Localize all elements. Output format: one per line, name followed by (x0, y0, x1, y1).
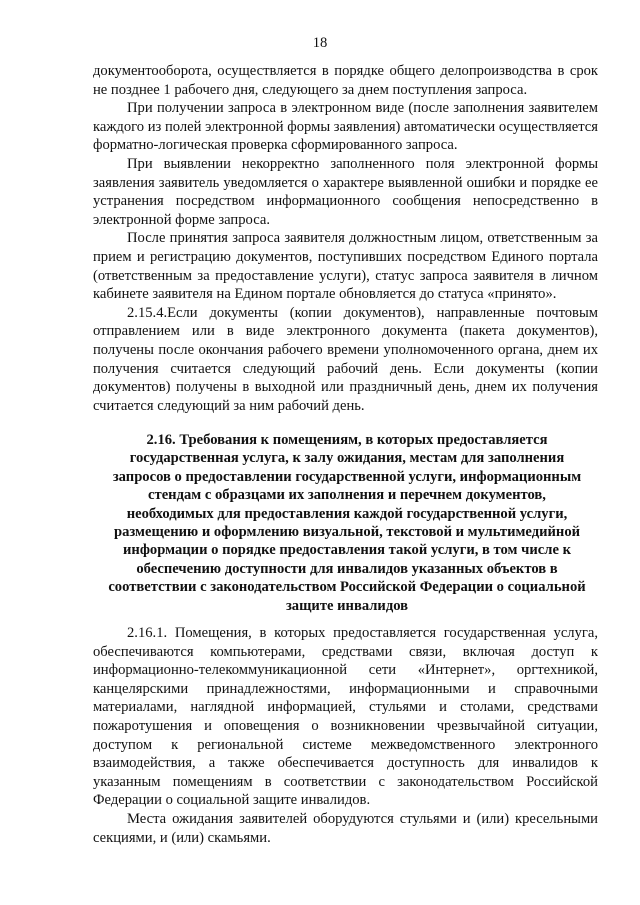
paragraph-waiting-places: Места ожидания заявителей оборудуются стульями и (или) кресельными секциями, и (или) скамьями. (93, 810, 598, 846)
page-number: 18 (312, 35, 328, 51)
paragraph-continuation: документооборота, осуществляется в порядке общего делопроизводства в срок не позднее 1 рабочего дня, следующего за днем поступления запроса. (93, 63, 598, 98)
section-heading-2-16: 2.16. Требования к помещениям, в которых предоставляется государственная услуга, к залу ожидания, местам для заполнения запросов о предоставлении государственной услуги, информационным стендам с образцами их заполнения и перечнем документов, необходимых для предоставления каждой государственной услуги, размещению и оформлению визуальной, текстовой и мультимедийной информации о порядке предоставления такой услуги, в том числе к обеспечению доступности для инвалидов указанных объектов в соответствии с законодательством Российской Федерации о социальной защите инвалидов (108, 432, 586, 614)
paragraph-2-16-1: 2.16.1. Помещения, в которых предоставляется государственная услуга, обеспечиваются компьютерами, средствами связи, включая доступ к информационно-телекоммуникационной сети «Интернет», оргтехникой, канцелярскими принадлежностями, информационными и справочными материалами, наглядной информацией, стульями и столами, средствами пожаротушения и оповещения о возникновении чрезвычайной ситуации, доступом к региональной системе межведомственного электронного взаимодействия, а также обеспечивается доступность для инвалидов к указанным помещениям в соответствии с законодательством Российской Федерации о социальной защите инвалидов. (93, 625, 598, 809)
paragraph-form-error: При выявлении некорректно заполненного поля электронной формы заявления заявитель уведомляется о характере выявленной ошибки и порядке ее устранения посредством информационного сообщения непосредственно в электронной форме запроса. (93, 155, 598, 228)
body-text-top (93, 62, 598, 415)
body-text-bottom (93, 624, 598, 847)
paragraph-2-15-4: 2.15.4.Если документы (копии документов), направленные почтовым отправлением или в виде электронного документа (пакета документов), получены после окончания рабочего времени уполномоченного органа, днем их получения считается следующий рабочий день. Если документы (копии документов) получены в выходной или праздничный день, днем их получения считается следующий за ним рабочий день. (93, 304, 598, 414)
paragraph-electronic-request: При получении запроса в электронном виде (после заполнения заявителем каждого из полей электронной формы заявления) автоматически осуществляется форматно-логическая проверка сформированного запроса. (93, 100, 598, 154)
paragraph-request-status: После принятия запроса заявителя должностным лицом, ответственным за прием и регистрацию документов, поступивших посредством Единого портала (ответственным за предоставление услуги), статус запроса заявителя в личном кабинете заявителя на Едином портале обновляется до статуса «принято». (93, 230, 598, 303)
